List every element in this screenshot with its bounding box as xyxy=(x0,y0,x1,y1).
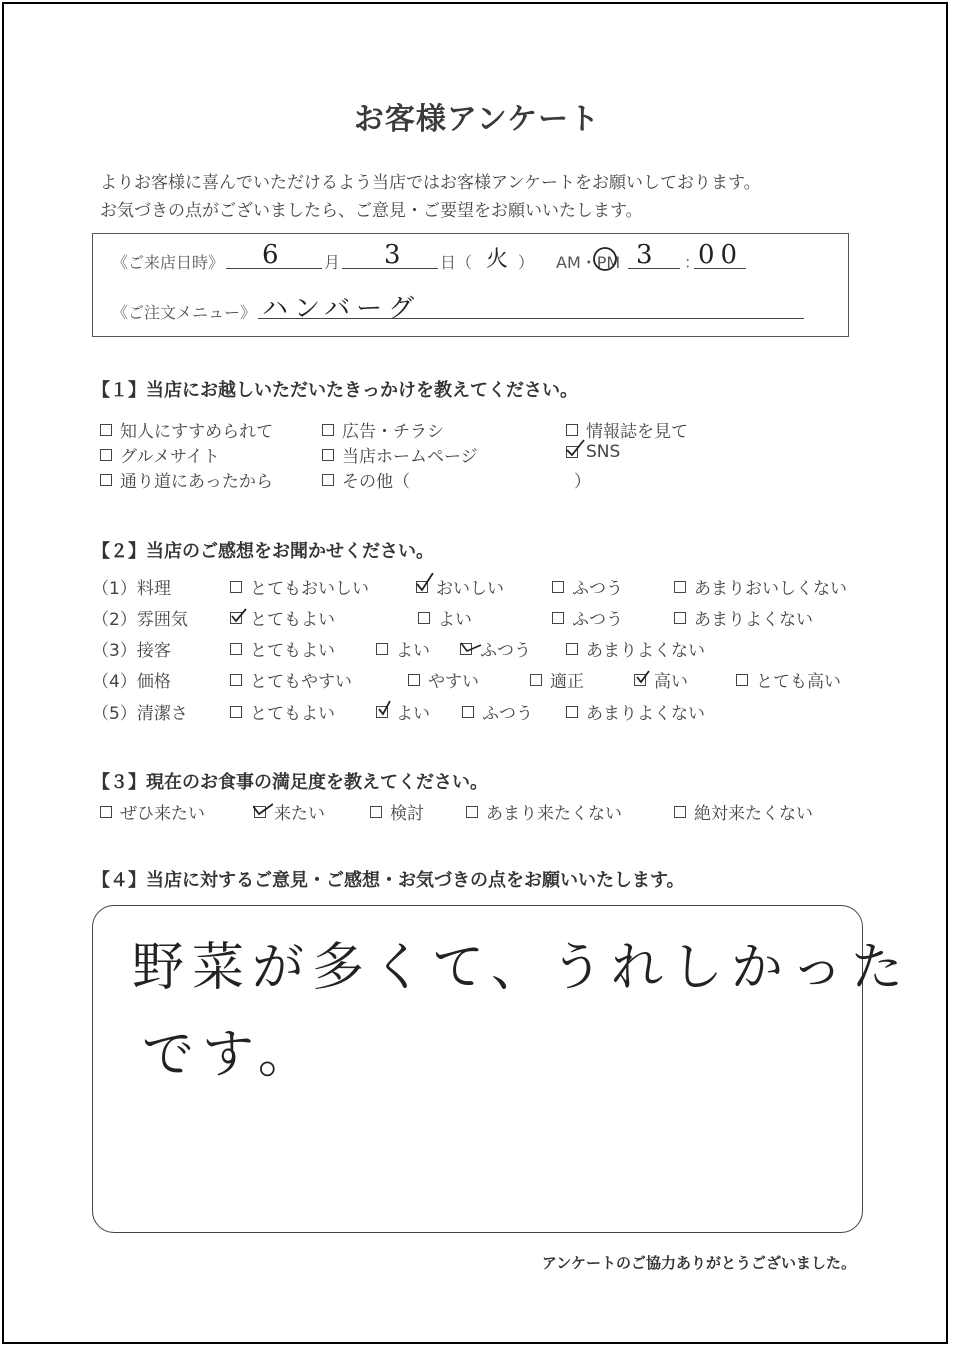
option-label: グルメサイト xyxy=(120,447,220,467)
checkbox-checked[interactable] xyxy=(416,581,428,593)
check-mark-icon xyxy=(633,666,653,686)
option-label: とてもよい xyxy=(250,704,335,724)
q3-option-want-to[interactable] xyxy=(254,799,325,824)
checkbox[interactable] xyxy=(674,581,686,593)
option-label: 当店ホームページ xyxy=(342,447,478,467)
q1-option-flyer[interactable] xyxy=(322,417,444,442)
q1-option-homepage[interactable] xyxy=(322,442,478,467)
comment-line-2: です。 xyxy=(142,1025,318,1085)
option-label: ふつう xyxy=(572,579,623,599)
option-label: よい xyxy=(396,641,430,661)
checkbox[interactable] xyxy=(376,643,388,655)
checkbox[interactable] xyxy=(230,674,242,686)
option-label: よい xyxy=(438,610,472,630)
checkbox[interactable] xyxy=(552,612,564,624)
check-mark-icon xyxy=(229,604,249,624)
q2-service-option[interactable] xyxy=(566,636,705,661)
q2-price-option[interactable] xyxy=(530,667,584,692)
q3-heading: 【３】現在のお食事の満足度を教えてください。 xyxy=(92,772,488,793)
visit-weekday-value[interactable]: 火 xyxy=(486,247,515,272)
checkbox-checked[interactable] xyxy=(230,612,242,624)
option-label: おいしい xyxy=(436,579,504,599)
option-label: とてもやすい xyxy=(250,672,352,692)
ampm-label: AM・PM xyxy=(556,253,621,272)
option-label: 高い xyxy=(654,672,688,692)
option-label: あまりよくない xyxy=(586,704,705,724)
q2-price-option[interactable] xyxy=(736,667,841,692)
q2-row-label-service: （3）接客 xyxy=(92,641,171,661)
option-label: やすい xyxy=(428,672,479,692)
option-label: SNS xyxy=(586,442,621,462)
option-label: 適正 xyxy=(550,672,584,692)
check-mark-icon xyxy=(253,798,273,818)
month-label: 月 xyxy=(324,253,341,272)
option-label: 情報誌を見て xyxy=(586,422,688,442)
checkbox-checked[interactable] xyxy=(566,446,578,458)
checkbox[interactable] xyxy=(466,806,478,818)
visit-day-value[interactable]: 3 xyxy=(384,240,407,270)
option-label: 知人にすすめられて xyxy=(120,422,274,442)
pm-circle-mark xyxy=(592,246,620,272)
checkbox[interactable] xyxy=(100,424,112,436)
q1-option-passing[interactable] xyxy=(100,467,273,492)
checkbox[interactable] xyxy=(322,424,334,436)
q2-service-option[interactable] xyxy=(460,636,531,661)
intro-line-1: よりお客様に喜んでいただけるよう当店ではお客様アンケートをお願いしております。 xyxy=(100,173,761,193)
weekday-close: ） xyxy=(518,253,535,272)
option-label: あまりよくない xyxy=(586,641,705,661)
checkbox-checked[interactable] xyxy=(460,643,472,655)
q2-cleanliness-option[interactable] xyxy=(462,699,533,724)
q1-option-gourmet-site[interactable] xyxy=(100,442,220,467)
check-mark-icon xyxy=(565,438,585,458)
q2-cleanliness-option[interactable] xyxy=(230,699,335,724)
q3-option-not-much[interactable] xyxy=(466,799,622,824)
option-label: 広告・チラシ xyxy=(342,422,444,442)
q2-food-option[interactable] xyxy=(674,574,847,599)
checkbox-checked[interactable] xyxy=(254,806,266,818)
q2-price-option[interactable] xyxy=(230,667,352,692)
option-label: あまり来たくない xyxy=(486,804,622,824)
check-mark-icon xyxy=(455,635,487,655)
checkbox[interactable] xyxy=(418,612,430,624)
q2-price-option[interactable] xyxy=(408,667,479,692)
checkbox[interactable] xyxy=(674,612,686,624)
footer-thanks: アンケートのご協力ありがとうございました。 xyxy=(541,1254,856,1272)
q2-row-label-price: （4）価格 xyxy=(92,672,171,692)
option-label: とても高い xyxy=(756,672,841,692)
q2-atmosphere-option[interactable] xyxy=(552,605,623,630)
option-label: 検討 xyxy=(390,804,424,824)
q2-atmosphere-option[interactable] xyxy=(674,605,813,630)
option-label: その他（ xyxy=(342,472,410,492)
option-label: ぜひ来たい xyxy=(120,804,205,824)
option-label: ふつう xyxy=(480,641,531,661)
page-title: お客様アンケート xyxy=(353,102,601,137)
comment-line-1: 野菜が多くて、うれしかった xyxy=(132,938,911,998)
q2-row-label-atmosphere: （2）雰囲気 xyxy=(92,610,188,630)
q1-option-sns[interactable] xyxy=(566,442,620,462)
q2-heading: 【２】当店のご感想をお聞かせください。 xyxy=(92,541,434,562)
q1-other-close: ） xyxy=(574,472,591,492)
q3-option-definitely[interactable] xyxy=(100,799,205,824)
q2-service-option[interactable] xyxy=(376,636,430,661)
option-label: あまりおいしくない xyxy=(694,579,847,599)
checkbox[interactable] xyxy=(566,706,578,718)
checkbox[interactable] xyxy=(230,643,242,655)
check-mark-icon xyxy=(375,698,395,718)
day-label: 日（ xyxy=(440,253,473,272)
menu-value[interactable]: ハンバーグ xyxy=(262,294,421,324)
q2-cleanliness-option[interactable] xyxy=(376,699,430,724)
checkbox[interactable] xyxy=(230,581,242,593)
checkbox[interactable] xyxy=(100,474,112,486)
q2-food-option[interactable] xyxy=(552,574,623,599)
checkbox[interactable] xyxy=(370,806,382,818)
checkbox[interactable] xyxy=(736,674,748,686)
checkbox[interactable] xyxy=(530,674,542,686)
q3-option-never[interactable] xyxy=(674,799,813,824)
q2-food-option[interactable] xyxy=(416,574,504,599)
visit-minute-value[interactable]: 00 xyxy=(698,240,744,270)
intro-line-2: お気づきの点がございましたら、ご意見・ご要望をお願いいたします。 xyxy=(100,201,643,221)
q2-price-option[interactable] xyxy=(634,667,688,692)
checkbox[interactable] xyxy=(230,706,242,718)
visit-date-label: 《ご来店日時》 xyxy=(112,253,225,272)
option-label: ふつう xyxy=(572,610,623,630)
option-label: あまりよくない xyxy=(694,610,813,630)
option-label: とてもよい xyxy=(250,641,335,661)
q1-option-other[interactable] xyxy=(322,467,410,492)
time-colon: ： xyxy=(684,253,701,272)
option-label: 通り道にあったから xyxy=(120,472,273,492)
option-label: とてもおいしい xyxy=(250,579,369,599)
q1-option-referral[interactable] xyxy=(100,417,273,442)
option-label: とてもよい xyxy=(250,610,335,630)
option-label: 来たい xyxy=(274,804,325,824)
visit-month-value[interactable]: 6 xyxy=(262,240,285,270)
checkbox[interactable] xyxy=(566,424,578,436)
checkbox-checked[interactable] xyxy=(634,674,646,686)
checkbox[interactable] xyxy=(552,581,564,593)
menu-label: 《ご注文メニュー》 xyxy=(112,303,257,322)
option-label: ふつう xyxy=(482,704,533,724)
q2-row-label-cleanliness: （5）清潔さ xyxy=(92,704,188,724)
option-label: よい xyxy=(396,704,430,724)
visit-hour-value[interactable]: 3 xyxy=(636,240,659,270)
checkbox[interactable] xyxy=(674,806,686,818)
checkbox[interactable] xyxy=(100,806,112,818)
option-label: 絶対来たくない xyxy=(694,804,813,824)
checkbox-checked[interactable] xyxy=(376,706,388,718)
checkbox[interactable] xyxy=(100,449,112,461)
q2-atmosphere-option[interactable] xyxy=(230,605,335,630)
checkbox[interactable] xyxy=(322,449,334,461)
checkbox[interactable] xyxy=(462,706,474,718)
q2-service-option[interactable] xyxy=(230,636,335,661)
q4-heading: 【４】当店に対するご意見・ご感想・お気づきの点をお願いいたします。 xyxy=(92,870,685,891)
checkbox[interactable] xyxy=(322,474,334,486)
checkbox[interactable] xyxy=(566,643,578,655)
q3-option-consider[interactable] xyxy=(370,799,424,824)
q1-heading: 【１】当店にお越しいただいたきっかけを教えてください。 xyxy=(92,380,578,401)
q2-row-label-food: （1）料理 xyxy=(92,579,171,599)
q2-food-option[interactable] xyxy=(230,574,369,599)
checkbox[interactable] xyxy=(408,674,420,686)
q2-cleanliness-option[interactable] xyxy=(566,699,705,724)
check-mark-icon xyxy=(415,573,435,593)
q2-atmosphere-option[interactable] xyxy=(418,605,472,630)
